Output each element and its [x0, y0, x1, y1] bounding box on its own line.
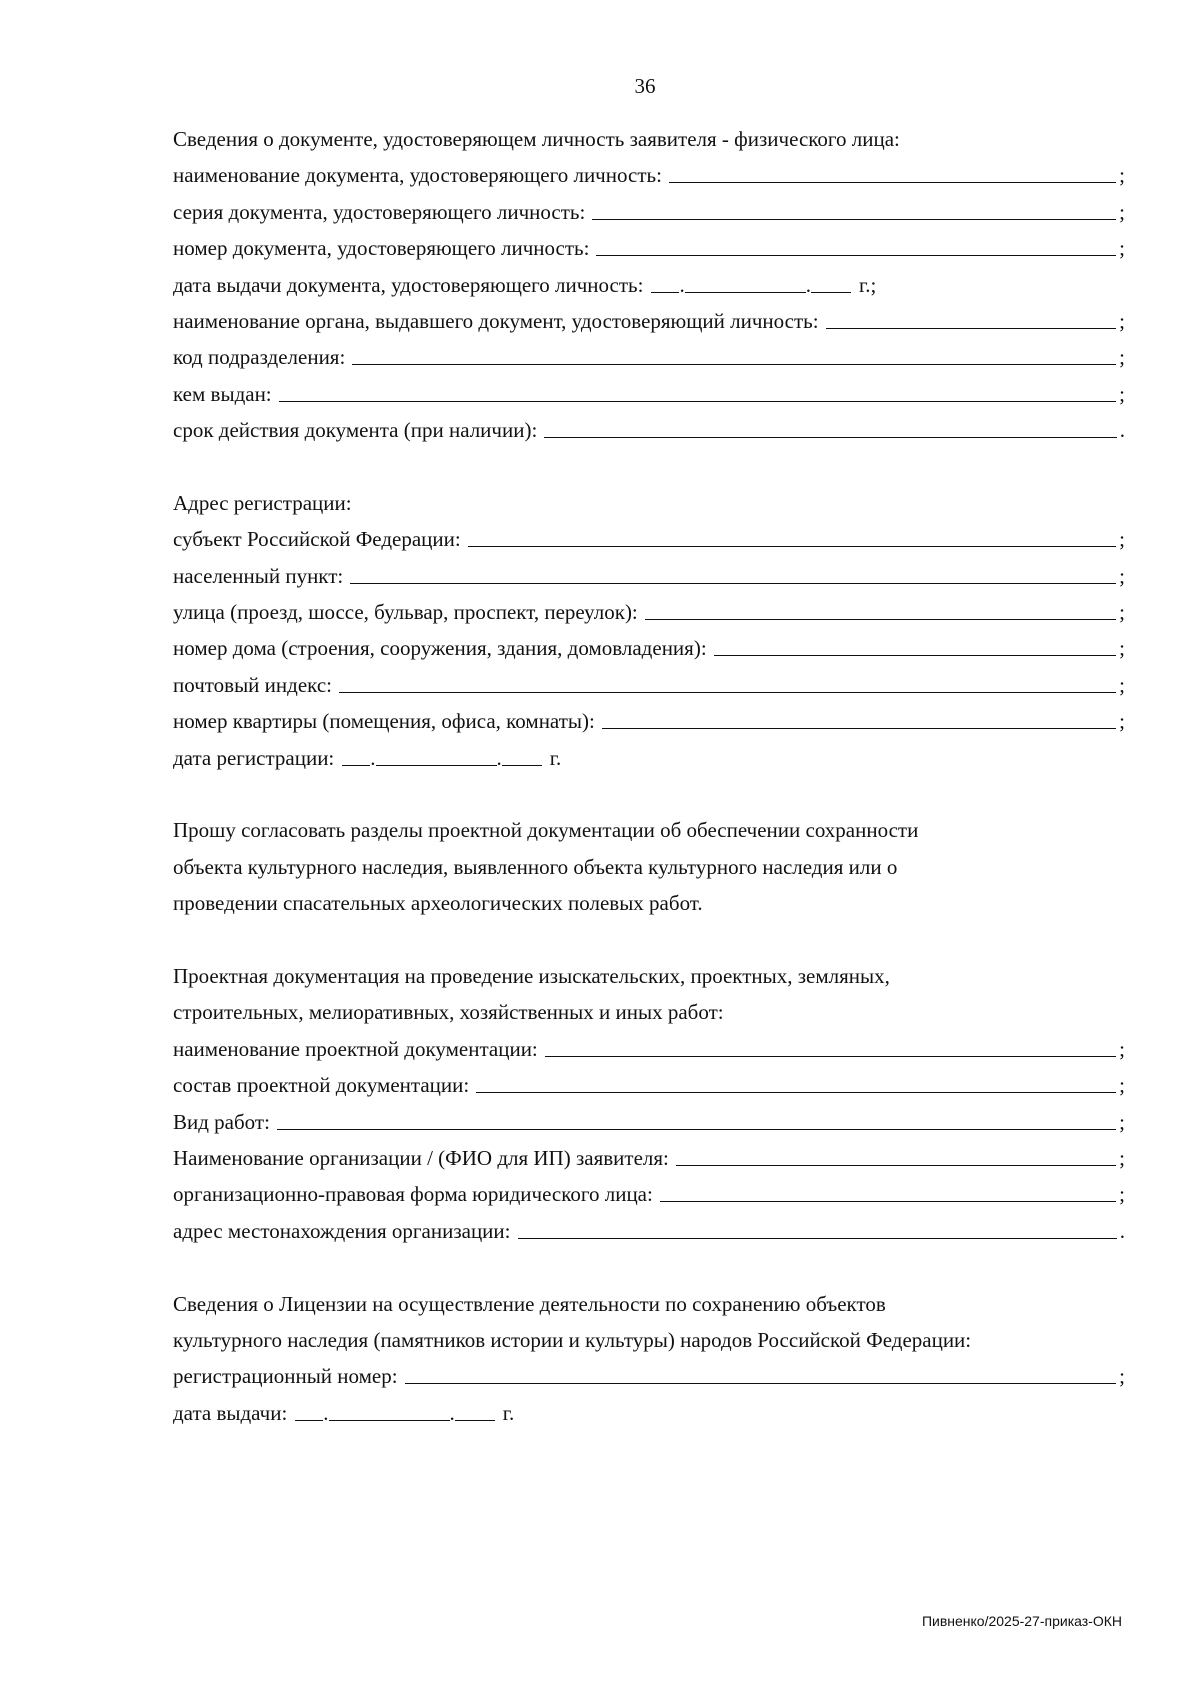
input-line-locality[interactable]	[350, 558, 1116, 584]
field-work-type: Вид работ: ;	[173, 1104, 1125, 1140]
field-label: серия документа, удостоверяющего личность:	[173, 199, 586, 224]
project-heading-line: Проектная документация на проведение изыскательских, проектных, земляных,	[173, 963, 890, 988]
date-month-blank[interactable]	[685, 267, 806, 293]
field-label: дата регистрации:	[173, 745, 335, 770]
field-license-issue-date: дата выдачи: . . г.	[173, 1395, 1125, 1431]
date-month-blank[interactable]	[376, 740, 497, 766]
date-year-blank[interactable]	[811, 267, 851, 293]
field-project-name: наименование проектной документации: ;	[173, 1031, 1125, 1067]
input-line-issuer-name[interactable]	[826, 303, 1117, 329]
input-line-house[interactable]	[714, 630, 1117, 656]
field-doc-issue-date: дата выдачи документа, удостоверяющего личность: . . г.;	[173, 267, 1125, 303]
field-label: адрес местонахождения организации:	[173, 1218, 511, 1243]
field-label: наименование органа, выдавшего документ, удостоверяющий личность:	[173, 308, 819, 333]
input-line-work-type[interactable]	[277, 1104, 1116, 1130]
field-label: наименование документа, удостоверяющего личность:	[173, 163, 662, 188]
input-line-organization-name[interactable]	[676, 1140, 1116, 1166]
field-house: номер дома (строения, сооружения, здания, домовладения): ;	[173, 630, 1125, 666]
date-day-blank[interactable]	[342, 740, 370, 766]
identity-heading: Сведения о документе, удостоверяющем личность заявителя - физического лица:	[173, 127, 900, 151]
input-line-street[interactable]	[645, 594, 1116, 620]
input-line-issued-by[interactable]	[279, 376, 1117, 402]
license-heading-line: Сведения о Лицензии на осуществление деятельности по сохранению объектов	[173, 1291, 886, 1316]
field-label: регистрационный номер:	[173, 1364, 398, 1389]
field-label: номер дома (строения, сооружения, здания, домовладения):	[173, 636, 707, 661]
field-label: код подразделения:	[173, 345, 346, 370]
page-number: 36	[634, 74, 656, 98]
input-line-project-name[interactable]	[545, 1031, 1116, 1057]
field-apartment: номер квартиры (помещения, офиса, комнаты): ;	[173, 703, 1125, 739]
field-label: номер документа, удостоверяющего личность:	[173, 236, 590, 261]
field-doc-series: серия документа, удостоверяющего личность: ;	[173, 194, 1125, 230]
input-line-project-composition[interactable]	[476, 1067, 1116, 1093]
date-day-blank[interactable]	[295, 1395, 323, 1421]
field-project-composition: состав проектной документации: ;	[173, 1067, 1125, 1103]
input-line-legal-form[interactable]	[660, 1176, 1116, 1202]
field-issued-by: кем выдан: ;	[173, 376, 1125, 412]
field-street: улица (проезд, шоссе, бульвар, проспект, переулок): ;	[173, 594, 1125, 630]
field-postcode: почтовый индекс: ;	[173, 667, 1125, 703]
date-year-blank[interactable]	[455, 1395, 495, 1421]
field-label: дата выдачи документа, удостоверяющего личность:	[173, 272, 644, 297]
field-label: наименование проектной документации:	[173, 1036, 538, 1061]
field-issuer-name: наименование органа, выдавшего документ, удостоверяющий личность: ;	[173, 303, 1125, 339]
field-label: организационно-правовая форма юридического лица:	[173, 1182, 653, 1207]
field-validity: срок действия документа (при наличии): .	[173, 412, 1125, 448]
field-doc-number: номер документа, удостоверяющего личность: ;	[173, 230, 1125, 266]
address-heading: Адрес регистрации:	[173, 490, 352, 515]
field-registration-date: дата регистрации: . . г.	[173, 740, 1125, 776]
date-year-blank[interactable]	[502, 740, 542, 766]
project-heading-line: строительных, мелиоративных, хозяйственных и иных работ:	[173, 1000, 724, 1025]
input-line-doc-name[interactable]	[669, 157, 1116, 183]
input-line-doc-series[interactable]	[592, 194, 1116, 220]
input-line-registration-number[interactable]	[405, 1358, 1117, 1384]
form-body	[173, 121, 1125, 1431]
input-line-organization-address[interactable]	[518, 1213, 1117, 1239]
field-label: почтовый индекс:	[173, 672, 332, 697]
field-label: Вид работ:	[173, 1109, 270, 1134]
request-line: объекта культурного наследия, выявленного объекта культурного наследия или о	[173, 854, 898, 879]
field-label: дата выдачи:	[173, 1400, 288, 1425]
input-line-doc-number[interactable]	[596, 230, 1116, 256]
field-label: кем выдан:	[173, 381, 272, 406]
field-label: улица (проезд, шоссе, бульвар, проспект, переулок):	[173, 600, 638, 625]
field-registration-number: регистрационный номер: ;	[173, 1358, 1125, 1394]
license-heading-line: культурного наследия (памятников истории и культуры) народов Российской Федерации:	[173, 1327, 972, 1352]
field-locality: населенный пункт: ;	[173, 558, 1125, 594]
field-label: Наименование организации / (ФИО для ИП) заявителя:	[173, 1145, 669, 1170]
date-month-blank[interactable]	[329, 1395, 450, 1421]
field-region: субъект Российской Федерации: ;	[173, 521, 1125, 557]
input-line-postcode[interactable]	[339, 667, 1116, 693]
input-line-validity[interactable]	[544, 412, 1116, 438]
input-line-division-code[interactable]	[352, 339, 1116, 365]
field-label: субъект Российской Федерации:	[173, 527, 461, 552]
input-line-region[interactable]	[468, 521, 1116, 547]
field-label: состав проектной документации:	[173, 1073, 470, 1098]
input-line-apartment[interactable]	[602, 703, 1116, 729]
field-doc-name: наименование документа, удостоверяющего личность: ;	[173, 157, 1125, 193]
field-division-code: код подразделения: ;	[173, 339, 1125, 375]
request-line: Прошу согласовать разделы проектной документации об обеспечении сохранности	[173, 818, 919, 843]
date-day-blank[interactable]	[651, 267, 679, 293]
field-label: срок действия документа (при наличии):	[173, 418, 538, 443]
field-legal-form: организационно-правовая форма юридического лица: ;	[173, 1176, 1125, 1212]
document-footer-code: Пивненко/2025-27-приказ-ОКН	[921, 1613, 1122, 1629]
request-line: проведении спасательных археологических полевых работ.	[173, 891, 703, 916]
field-label: номер квартиры (помещения, офиса, комнаты):	[173, 709, 595, 734]
field-organization-address: адрес местонахождения организации: .	[173, 1213, 1125, 1249]
field-label: населенный пункт:	[173, 563, 344, 588]
field-organization-name: Наименование организации / (ФИО для ИП) заявителя: ;	[173, 1140, 1125, 1176]
